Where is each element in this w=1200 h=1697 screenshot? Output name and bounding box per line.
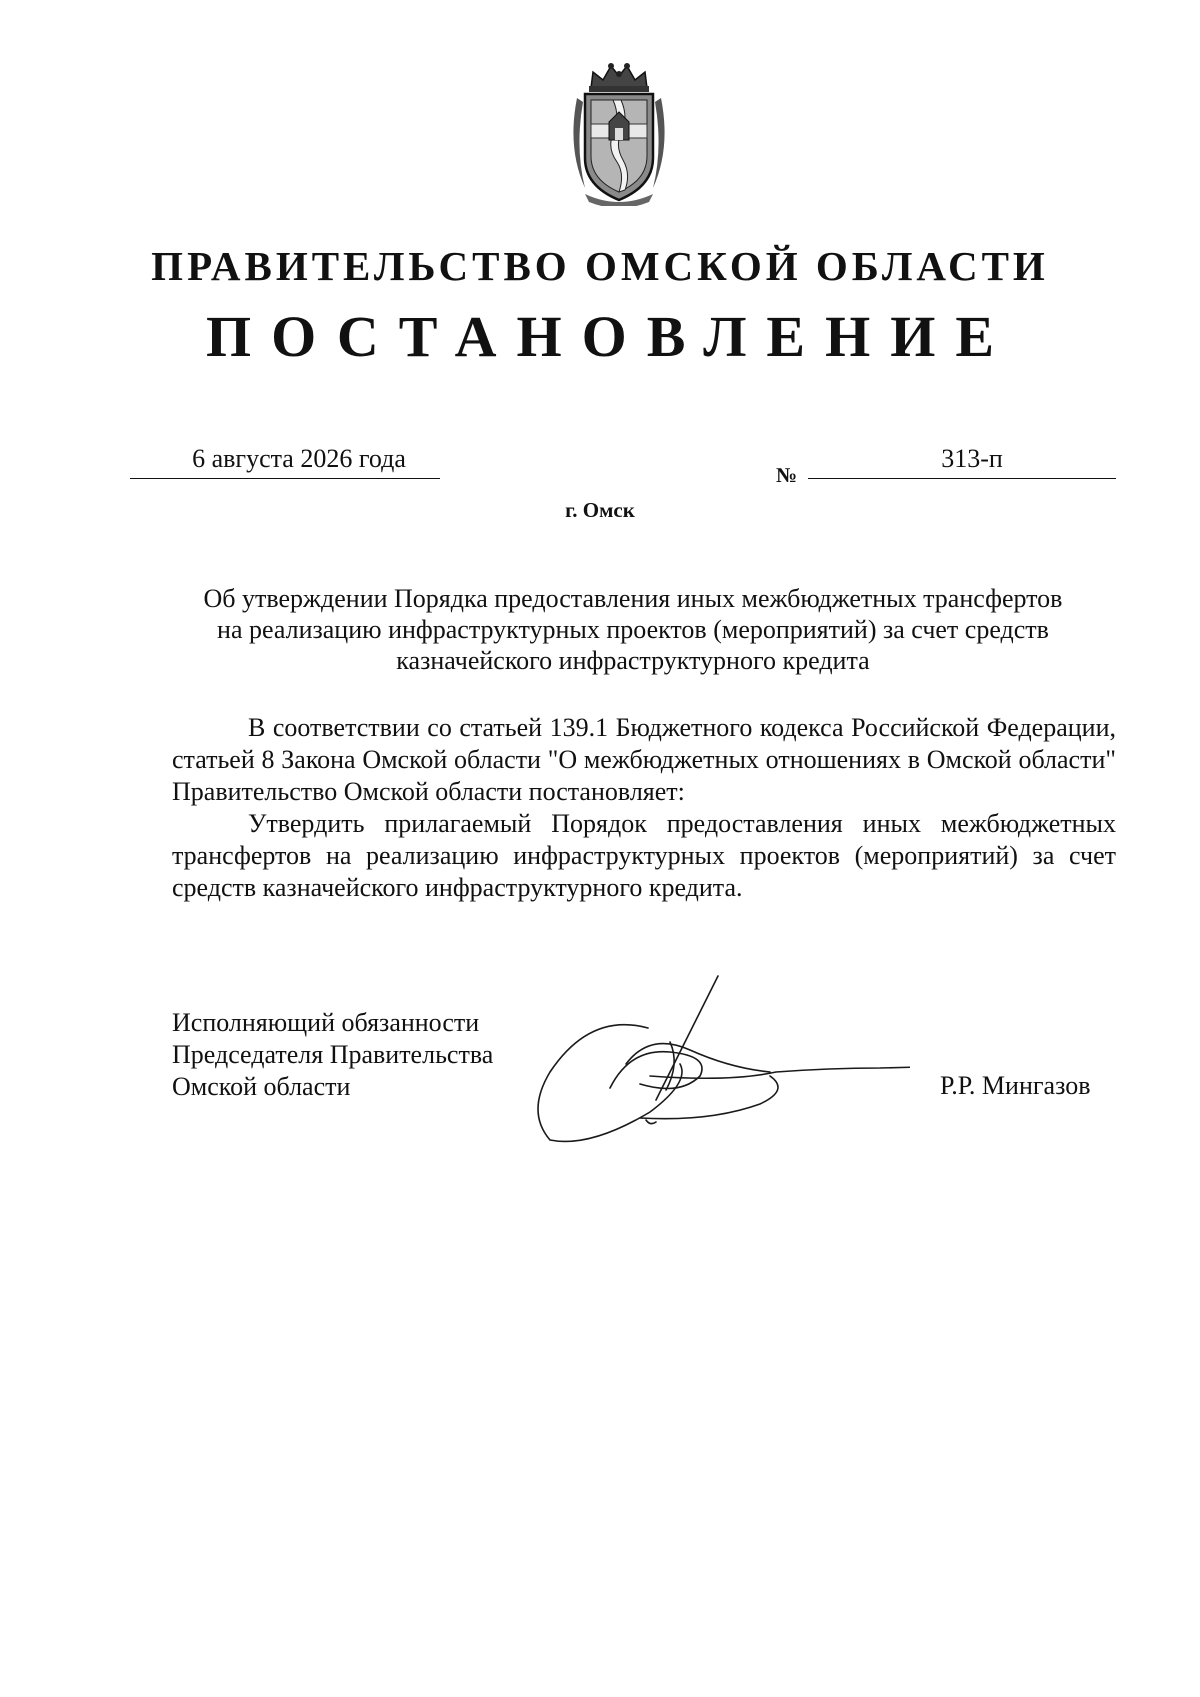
signatory-position	[172, 1007, 493, 1103]
city-label: г. Омск	[565, 498, 635, 522]
coat-of-arms-icon	[563, 58, 675, 206]
organization-title: ПРАВИТЕЛЬСТВО ОМСКОЙ ОБЛАСТИ	[151, 243, 1049, 289]
document-subject	[160, 583, 1106, 676]
number-sign: №	[776, 463, 798, 487]
date-field	[130, 440, 440, 479]
position-line: Омской области	[172, 1072, 351, 1101]
signer-name: Р.Р. Мингазов	[940, 1071, 1091, 1100]
subject-line: Об утверждении Порядка предоставления иных межбюджетных трансфертов	[203, 584, 1063, 613]
subject-line: казначейского инфраструктурного кредита	[396, 646, 870, 675]
body-paragraph: В соответствии со статьей 139.1 Бюджетного кодекса Российской Федерации, статьей 8 Закона Омской области "О межбюджетных отношениях в Омской области" Правительство Омской области постановляет:	[172, 713, 1116, 806]
position-line: Исполняющий обязанности	[172, 1008, 480, 1037]
handwritten-signature	[530, 972, 910, 1148]
document-date: 6 августа 2026 года	[192, 444, 406, 473]
subject-line: на реализацию инфраструктурных проектов (мероприятий) за счет средств	[217, 615, 1049, 644]
position-line: Председателя Правительства	[172, 1040, 494, 1069]
number-field	[808, 440, 1116, 479]
document-type-title: ПОСТАНОВЛЕНИЕ	[205, 304, 1015, 369]
document-body	[172, 712, 1116, 904]
document-number: 313-п	[941, 444, 1003, 473]
body-paragraph: Утвердить прилагаемый Порядок предоставления иных межбюджетных трансфертов на реализацию инфраструктурных проектов (мероприятий) за счет средств казначейского инфраструктурного кредита.	[172, 809, 1116, 902]
